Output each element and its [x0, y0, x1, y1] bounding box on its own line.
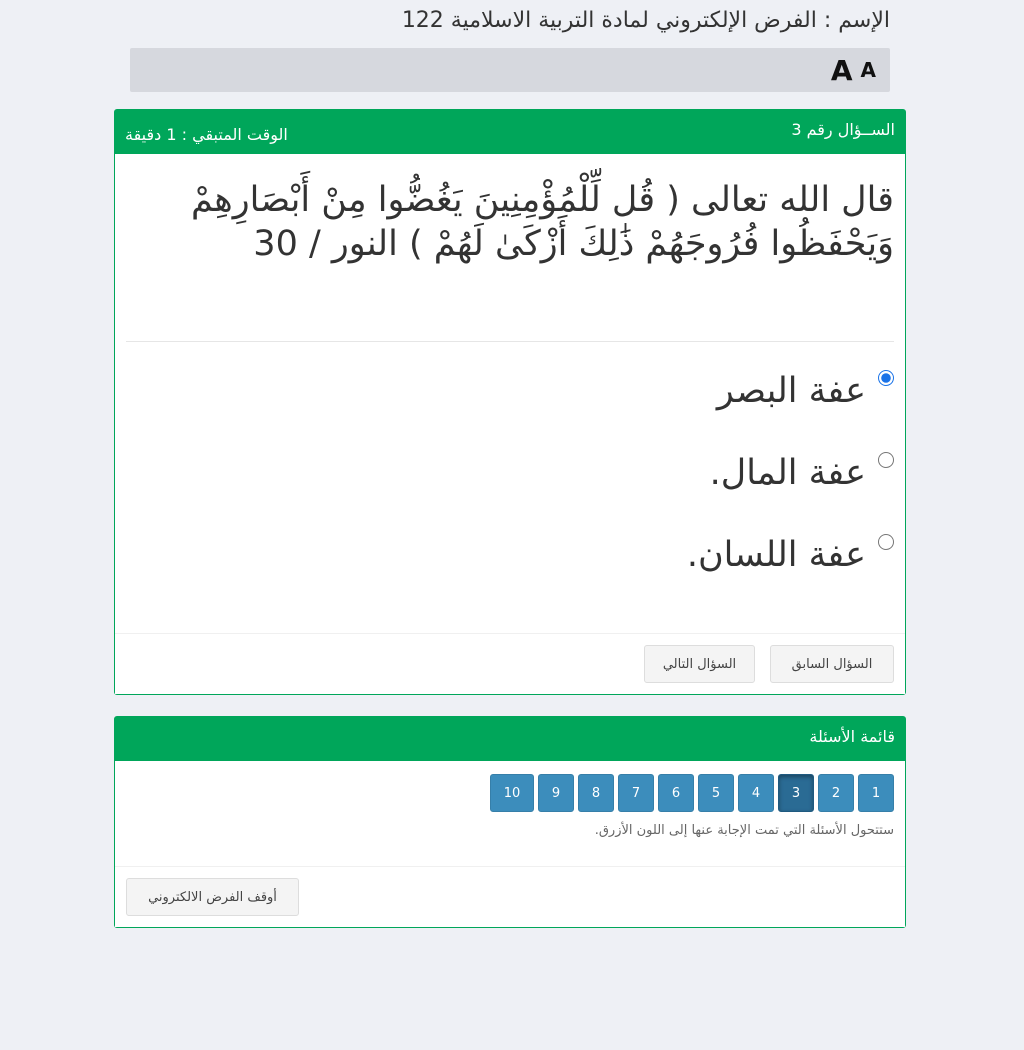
divider — [126, 341, 894, 342]
increase-font-button[interactable]: A — [827, 54, 857, 87]
question-number: الســؤال رقم 3 — [791, 120, 895, 139]
answer-option[interactable] — [717, 369, 894, 411]
page-title: الإسم : الفرض الإلكتروني لمادة التربية الاسلامية 122 — [401, 8, 890, 33]
font-size-toolbar — [130, 48, 890, 92]
answer-radio[interactable] — [878, 452, 894, 468]
next-question-button[interactable]: السؤال التالي — [644, 645, 755, 683]
questions-list-header — [115, 717, 905, 761]
question-number-buttons — [486, 774, 894, 812]
questions-list-title: قائمة الأسئلة — [809, 727, 895, 746]
answered-hint: ستتحول الأسئلة التي تمت الإجابة عنها إلى اللون الأزرق. — [594, 823, 894, 838]
question-number-button[interactable]: 4 — [738, 774, 774, 812]
question-number-button[interactable]: 10 — [490, 774, 534, 812]
answer-radio[interactable] — [878, 534, 894, 550]
question-panel-header — [115, 110, 905, 154]
question-number-button-active[interactable]: 3 — [778, 774, 814, 812]
question-number-button[interactable]: 9 — [538, 774, 574, 812]
answer-radio[interactable] — [878, 370, 894, 386]
answer-option-label: عفة اللسان. — [686, 535, 866, 575]
answer-option[interactable] — [710, 451, 894, 493]
question-text: قال الله تعالى ( قُل لِّلْمُؤْمِنِينَ يَغُضُّوا مِنْ أَبْصَارِهِمْ وَيَحْفَظُوا فُرُوجَهُمْ ذَٰلِكَ أَزْكَىٰ لَهُمْ ) النور / 30 — [191, 180, 894, 264]
questions-list-panel — [114, 716, 906, 928]
question-number-button[interactable]: 2 — [818, 774, 854, 812]
previous-question-button[interactable]: السؤال السابق — [770, 645, 894, 683]
question-panel-footer — [115, 633, 905, 694]
decrease-font-button[interactable]: A — [857, 58, 880, 82]
remaining-time: الوقت المتبقي : 1 دقيقة — [125, 125, 288, 144]
question-number-button[interactable]: 1 — [858, 774, 894, 812]
question-panel — [114, 109, 906, 695]
answer-option-label: عفة البصر — [716, 371, 866, 411]
answer-option[interactable] — [687, 533, 894, 575]
question-number-button[interactable]: 8 — [578, 774, 614, 812]
questions-list-footer — [115, 866, 905, 927]
question-number-button[interactable]: 5 — [698, 774, 734, 812]
question-number-button[interactable]: 6 — [658, 774, 694, 812]
question-number-button[interactable]: 7 — [618, 774, 654, 812]
answer-option-label: عفة المال. — [709, 453, 866, 493]
stop-exam-button[interactable]: أوقف الفرض الالكتروني — [126, 878, 299, 916]
